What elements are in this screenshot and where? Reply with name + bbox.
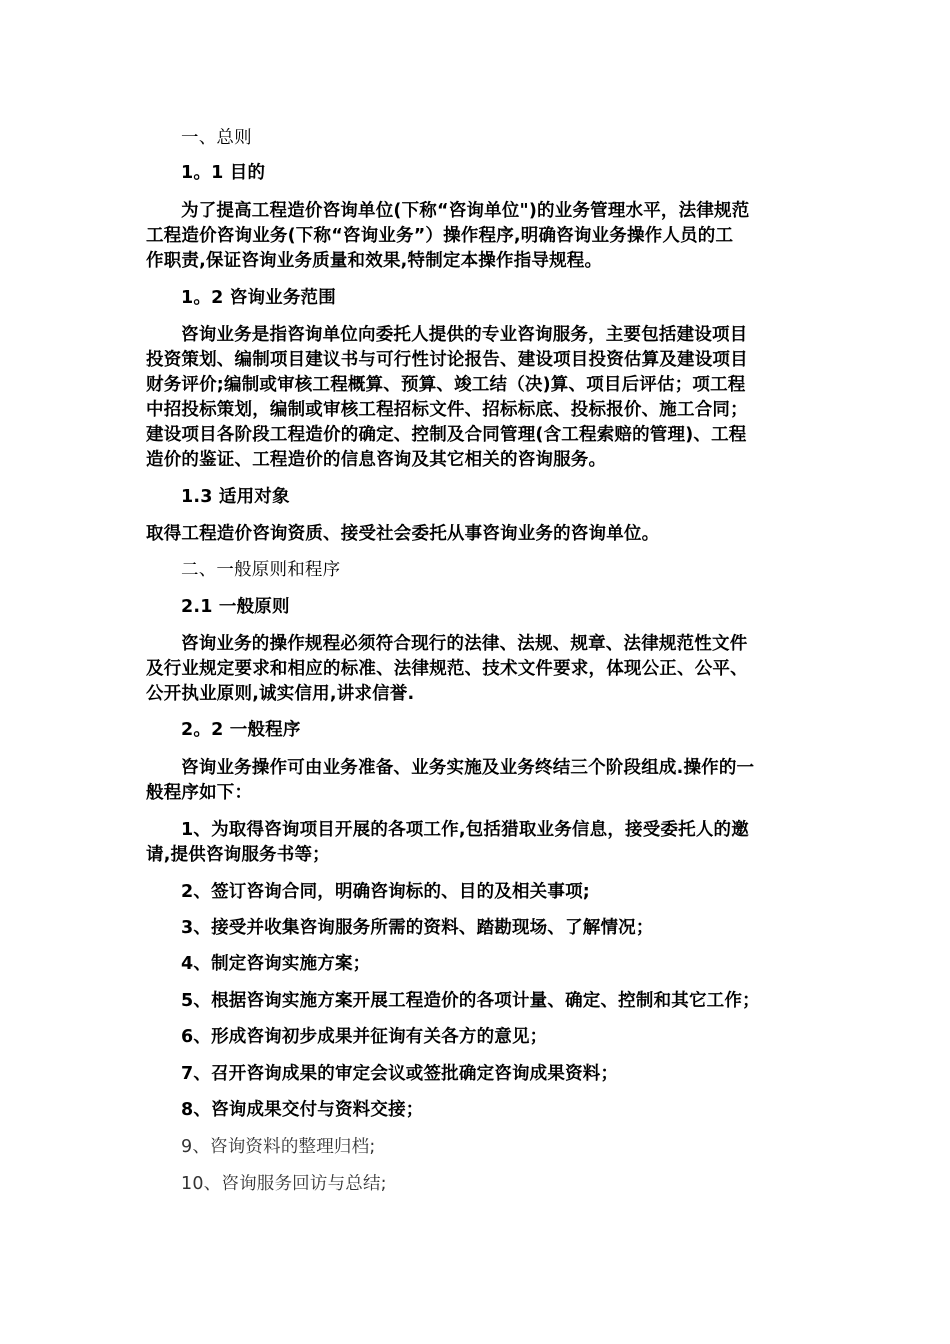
paragraph-line: 投资策划、编制项目建议书与可行性讨论报告、建设项目投资估算及建设项目 bbox=[146, 350, 748, 370]
subsection-heading: 1。1 目的 bbox=[181, 163, 266, 183]
list-item: 请,提供咨询服务书等； bbox=[146, 845, 330, 865]
list-item: 1、为取得咨询项目开展的各项工作,包括猎取业务信息，接受委托人的邀 bbox=[181, 820, 749, 840]
paragraph-line: 般程序如下： bbox=[146, 783, 253, 803]
list-item: 10、咨询服务回访与总结; bbox=[181, 1174, 387, 1194]
subsection-heading: 2.1 一般原则 bbox=[181, 597, 290, 617]
subsection-heading: 1。2 咨询业务范围 bbox=[181, 288, 336, 308]
paragraph-line: 作职责,保证咨询业务质量和效果,特制定本操作指导规程。 bbox=[146, 251, 603, 271]
paragraph-line: 财务评价;编制或审核工程概算、预算、竣工结（决)算、项目后评估；项工程 bbox=[146, 375, 746, 395]
list-item: 3、接受并收集咨询服务所需的资料、踏勘现场、了解情况； bbox=[181, 918, 654, 938]
section-heading: 二、一般原则和程序 bbox=[181, 560, 341, 580]
paragraph-line: 公开执业原则,诚实信用,讲求信誉. bbox=[146, 684, 415, 704]
section-heading: 一、总则 bbox=[181, 128, 252, 148]
paragraph-line: 为了提高工程造价咨询单位(下称“咨询单位")的业务管理水平，法律规范 bbox=[181, 201, 750, 221]
paragraph-line: 工程造价咨询业务(下称“咨询业务”）操作程序,明确咨询业务操作人员的工 bbox=[146, 226, 734, 246]
paragraph-line: 中招投标策划，编制或审核工程招标文件、招标标底、投标报价、施工合同； bbox=[146, 400, 748, 420]
list-item: 6、形成咨询初步成果并征询有关各方的意见； bbox=[181, 1027, 548, 1047]
list-item: 4、制定咨询实施方案； bbox=[181, 954, 371, 974]
paragraph-line: 及行业规定要求和相应的标准、法律规范、技术文件要求，体现公正、公平、 bbox=[146, 659, 748, 679]
list-item: 7、召开咨询成果的审定会议或签批确定咨询成果资料； bbox=[181, 1064, 619, 1084]
list-item: 9、咨询资料的整理归档; bbox=[181, 1137, 376, 1157]
subsection-heading: 2。2 一般程序 bbox=[181, 720, 301, 740]
paragraph-line: 咨询业务操作可由业务准备、业务实施及业务终结三个阶段组成.操作的一 bbox=[181, 758, 755, 778]
paragraph-line: 咨询业务的操作规程必须符合现行的法律、法规、规章、法律规范性文件 bbox=[181, 634, 748, 654]
list-item: 8、咨询成果交付与资料交接； bbox=[181, 1100, 424, 1120]
paragraph-line: 建设项目各阶段工程造价的确定、控制及合同管理(含工程索赔的管理)、工程 bbox=[146, 425, 747, 445]
list-item: 5、根据咨询实施方案开展工程造价的各项计量、确定、控制和其它工作； bbox=[181, 991, 760, 1011]
paragraph-line: 取得工程造价咨询资质、接受社会委托从事咨询业务的咨询单位。 bbox=[146, 524, 660, 544]
list-item: 2、签订咨询合同，明确咨询标的、目的及相关事项; bbox=[181, 882, 590, 902]
paragraph-line: 咨询业务是指咨询单位向委托人提供的专业咨询服务，主要包括建设项目 bbox=[181, 325, 748, 345]
paragraph-line: 造价的鉴证、工程造价的信息咨询及其它相关的咨询服务。 bbox=[146, 450, 607, 470]
subsection-heading: 1.3 适用对象 bbox=[181, 487, 290, 507]
